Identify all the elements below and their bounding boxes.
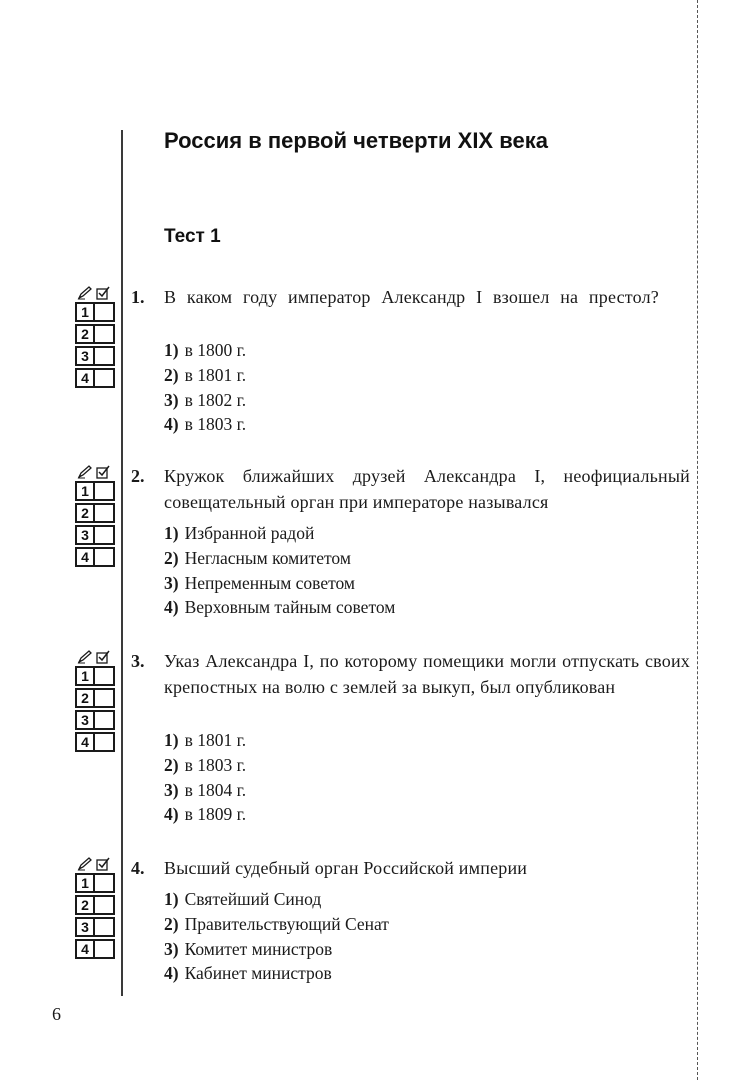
answer-box-row[interactable] (75, 732, 115, 752)
answer-box-row[interactable] (75, 525, 115, 545)
answer-number-box: 1 (75, 302, 95, 322)
answer-box-row[interactable] (75, 939, 115, 959)
answer-checkbox[interactable] (95, 302, 115, 322)
question-text: Указ Александра I, по которому помещики могли отпускать своих крепостных на волю с землей за выкуп, был опубликован (164, 651, 690, 697)
answer-icons (75, 284, 115, 302)
answer-checkbox[interactable] (95, 895, 115, 915)
pencil-icon (77, 650, 93, 664)
answer-grid (75, 463, 115, 569)
question-text: В каком году император Александр I взошел на престол? (164, 287, 659, 307)
answer-icons (75, 463, 115, 481)
page-number: 6 (52, 1004, 61, 1024)
answer-number-box: 3 (75, 525, 95, 545)
answer-checkbox[interactable] (95, 732, 115, 752)
answer-number-box: 2 (75, 895, 95, 915)
answer-box-row[interactable] (75, 324, 115, 344)
answer-checkbox[interactable] (95, 368, 115, 388)
margin-rule (121, 130, 123, 996)
answer-list (164, 887, 389, 986)
answer-option: 1) Избранной радой (164, 523, 315, 543)
answer-box-row[interactable] (75, 368, 115, 388)
answer-number-box: 4 (75, 732, 95, 752)
answer-checkbox[interactable] (95, 525, 115, 545)
answer-number-box: 4 (75, 368, 95, 388)
answer-box-row[interactable] (75, 873, 115, 893)
answer-box-row[interactable] (75, 503, 115, 523)
pencil-icon (77, 465, 93, 479)
answer-box-row[interactable] (75, 666, 115, 686)
answer-box-row[interactable] (75, 547, 115, 567)
answer-grid (75, 648, 115, 754)
answer-checkbox[interactable] (95, 917, 115, 937)
answer-checkbox[interactable] (95, 939, 115, 959)
answer-option: 2) Негласным комитетом (164, 547, 351, 568)
question-text: Кружок ближайших друзей Александра I, неофициальный совещательный орган при императоре назывался (164, 466, 690, 512)
answer-checkbox[interactable] (95, 503, 115, 523)
answer-box-row[interactable] (75, 710, 115, 730)
answer-number-box: 2 (75, 324, 95, 344)
answer-number-box: 2 (75, 688, 95, 708)
answer-checkbox[interactable] (95, 547, 115, 567)
cut-line (697, 0, 698, 1080)
pencil-icon (77, 857, 93, 871)
answer-list (164, 521, 395, 620)
answer-option: 1) в 1800 г. (164, 340, 247, 360)
question-text: Высший судебный орган Российской империи (164, 858, 528, 878)
answer-grid (75, 855, 115, 961)
answer-grid (75, 284, 115, 390)
answer-list (164, 728, 246, 827)
answer-number-box: 3 (75, 710, 95, 730)
answer-option: 4) в 1803 г. (164, 414, 247, 435)
answer-number-box: 1 (75, 666, 95, 686)
answer-box-row[interactable] (75, 917, 115, 937)
answer-box-row[interactable] (75, 481, 115, 501)
answer-box-row[interactable] (75, 302, 115, 322)
answer-option: 3) в 1804 г. (164, 779, 247, 800)
answer-option: 2) в 1801 г. (164, 364, 247, 385)
answer-icons (75, 648, 115, 666)
answer-number-box: 3 (75, 917, 95, 937)
question-number: 4. (131, 858, 145, 878)
question-number: 2. (131, 466, 145, 486)
answer-option: 4) в 1809 г. (164, 804, 247, 825)
answer-checkbox[interactable] (95, 688, 115, 708)
answer-checkbox[interactable] (95, 481, 115, 501)
question-number: 1. (131, 287, 145, 307)
checkbox-checked-icon (96, 650, 110, 664)
answer-checkbox[interactable] (95, 666, 115, 686)
answer-number-box: 3 (75, 346, 95, 366)
answer-number-box: 4 (75, 547, 95, 567)
answer-option: 2) Правительствующий Сенат (164, 913, 389, 934)
answer-option: 4) Верховным тайным советом (164, 597, 396, 618)
checkbox-checked-icon (96, 465, 110, 479)
answer-checkbox[interactable] (95, 873, 115, 893)
answer-option: 1) Святейший Синод (164, 889, 322, 909)
answer-list (164, 338, 246, 437)
answer-number-box: 2 (75, 503, 95, 523)
answer-checkbox[interactable] (95, 346, 115, 366)
answer-number-box: 1 (75, 873, 95, 893)
answer-icons (75, 855, 115, 873)
answer-option: 1) в 1801 г. (164, 730, 247, 750)
answer-option: 3) Комитет министров (164, 938, 333, 959)
answer-number-box: 1 (75, 481, 95, 501)
answer-number-box: 4 (75, 939, 95, 959)
answer-box-row[interactable] (75, 895, 115, 915)
answer-box-row[interactable] (75, 346, 115, 366)
checkbox-checked-icon (96, 857, 110, 871)
answer-option: 3) Непременным советом (164, 572, 355, 593)
answer-box-row[interactable] (75, 688, 115, 708)
answer-checkbox[interactable] (95, 710, 115, 730)
answer-option: 3) в 1802 г. (164, 389, 247, 410)
answer-option: 4) Кабинет министров (164, 963, 332, 984)
answer-checkbox[interactable] (95, 324, 115, 344)
page-title: Россия в первой четверти XIX века (164, 128, 548, 153)
question-number: 3. (131, 651, 145, 671)
checkbox-checked-icon (96, 286, 110, 300)
answer-option: 2) в 1803 г. (164, 754, 247, 775)
test-title: Тест 1 (164, 226, 221, 247)
pencil-icon (77, 286, 93, 300)
